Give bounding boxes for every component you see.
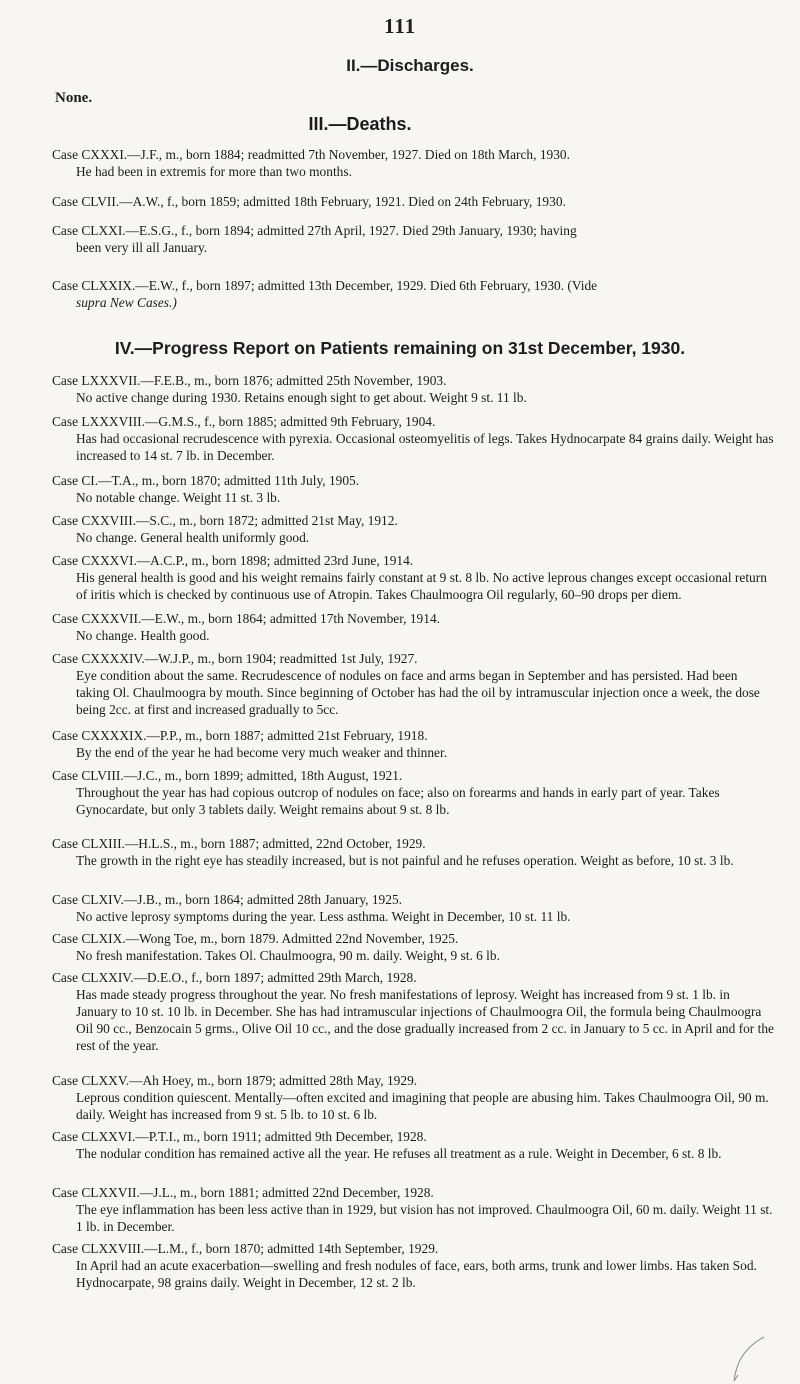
pencil-mark-decoration [730,1335,770,1383]
case-body: His general health is good and his weight remains fairly constant at 9 st. 8 lb. No active leprous changes except occasional return of iritis which is checked by continuous use of Atropin. Takes Chaulmoogra Oil regularly, 60–90 drops per diem. [76,570,767,602]
case-body: The nodular condition has remained active all the year. He refuses all treatment as a rule. Weight in December, 6 st. 8 lb. [76,1146,722,1161]
case-header: Case CLXXIV.—D.E.O., f., born 1897; admitted 29th March, 1928. [52,970,417,985]
case-header: Case LXXXVII.—F.E.B., m., born 1876; admitted 25th November, 1903. [52,373,447,388]
case-header: Case CLXIX.—Wong Toe, m., born 1879. Admitted 22nd November, 1925. [52,931,459,946]
progress-entry [52,1072,774,1123]
case-body: No active change during 1930. Retains enough sight to get about. Weight 9 st. 11 lb. [76,390,527,405]
case-body: Has made steady progress throughout the year. No fresh manifestations of leprosy. Weight has increased from 9 st. 1 lb. in January to 10 st. 10 lb. in December. She has had intramuscular injections of Chaulmoogra Oil, the formula being Chaulmoogra Oil 90 cc., Benzocain 5 grms., Olive Oil 10 cc., and the dose gradually increased from 2 cc. in January to 5 cc. in April and for the rest of the year. [76,987,774,1053]
case-header: Case CI.—T.A., m., born 1870; admitted 11th July, 1905. [52,473,360,488]
case-header: Case CLXXVIII.—L.M., f., born 1870; admitted 14th September, 1929. [52,1241,439,1256]
case-body: Eye condition about the same. Recrudescence of nodules on face and arms began in September and has persisted. Had been taking Ol. Chaulmoogra by mouth. Since beginning of October has had the oil by intramuscular injection once a week, the dose being 2cc. at first and increased gradually to 5cc. [76,668,760,717]
case-header: Case CLXXVII.—J.L., m., born 1881; admitted 22nd December, 1928. [52,1185,434,1200]
progress-entry [52,767,774,818]
case-body: Leprous condition quiescent. Mentally—often excited and imagining that people are abusing him. Takes Chaulmoogra Oil, 90 m. daily. Weight has increased from 9 st. 5 lb. to 10 st. 6 lb. [76,1090,769,1122]
progress-entry [52,891,774,925]
progress-entry [52,512,774,546]
progress-entry [52,552,774,603]
case-header: Case CXXXVI.—A.C.P., m., born 1898; admitted 23rd June, 1914. [52,553,414,568]
case-body: The eye inflammation has been less active than in 1929, but vision has not improved. Chaulmoogra Oil, 60 m. daily. Weight 11 st. 1 lb. in December. [76,1202,773,1234]
case-body: Has had occasional recrudescence with pyrexia. Occasional osteomyelitis of legs. Takes Hydnocarpate 84 grains daily. Weight has increased to 14 st. 7 lb. in December. [76,431,774,463]
progress-entry [52,1184,774,1235]
case-header: Case CLXXI.—E.S.G., f., born 1894; admitted 27th April, 1927. Died 29th January, 1930; having [52,223,577,238]
case-header: Case CLVII.—A.W., f., born 1859; admitted 18th February, 1921. Died on 24th February, 1930. [52,194,566,209]
case-header: Case CXXXVII.—E.W., m., born 1864; admitted 17th November, 1914. [52,611,440,626]
case-body: The growth in the right eye has steadily increased, but is not painful and he refuses operation. Weight as before, 10 st. 3 lb. [76,853,734,868]
progress-entry [52,472,774,506]
case-header: Case CLXXVI.—P.T.I., m., born 1911; admitted 9th December, 1928. [52,1129,427,1144]
case-body: No change. Health good. [76,628,210,643]
discharges-none-text: None. [55,90,93,106]
case-header: Case CXXXXIV.—W.J.P., m., born 1904; readmitted 1st July, 1927. [52,651,418,666]
case-body: Throughout the year has had copious outcrop of nodules on face; also on forearms and hands in early part of year. Takes Gynocardate, but only 3 tablets daily. Weight remains about 9 st. 8 lb. [76,785,720,817]
progress-entry [52,610,774,644]
case-body: No fresh manifestation. Takes Ol. Chaulmoogra, 90 m. daily. Weight, 9 st. 6 lb. [76,948,500,963]
case-header: Case CLXXV.—Ah Hoey, m., born 1879; admitted 28th May, 1929. [52,1073,418,1088]
death-entry [52,277,774,311]
death-entry [52,222,774,256]
page-number: 111 [384,14,417,38]
progress-entry [52,1240,774,1291]
case-header: Case CLXIV.—J.B., m., born 1864; admitted 28th January, 1925. [52,892,402,907]
death-entry [52,146,774,180]
progress-entry [52,930,774,964]
progress-entry [52,727,774,761]
case-header: Case CLVIII.—J.C., m., born 1899; admitted, 18th August, 1921. [52,768,403,783]
progress-entry [52,969,774,1054]
case-body: By the end of the year he had become very much weaker and thinner. [76,745,448,760]
progress-heading: IV.—Progress Report on Patients remaining on 31st December, 1930. [114,338,686,358]
case-header: Case CXXVIII.—S.C., m., born 1872; admitted 21st May, 1912. [52,513,398,528]
death-entry [52,193,774,210]
discharges-heading: II.—Discharges. [346,56,474,75]
progress-entry [52,835,774,869]
case-header: Case CLXIII.—H.L.S., m., born 1887; admitted, 22nd October, 1929. [52,836,426,851]
case-body: He had been in extremis for more than two months. [76,164,352,179]
case-header: Case CLXXIX.—E.W., f., born 1897; admitted 13th December, 1929. Died 6th February, 1930. (Vide [52,278,598,293]
case-header: Case LXXXVIII.—G.M.S., f., born 1885; admitted 9th February, 1904. [52,414,436,429]
deaths-heading: III.—Deaths. [308,114,412,134]
progress-entry [52,372,774,406]
case-header: Case CXXXXIX.—P.P., m., born 1887; admitted 21st February, 1918. [52,728,428,743]
case-body: supra New Cases.) [76,295,177,310]
case-header: Case CXXXI.—J.F., m., born 1884; readmitted 7th November, 1927. Died on 18th March, 1930. [52,147,570,162]
case-body: No notable change. Weight 11 st. 3 lb. [76,490,281,505]
case-body: been very ill all January. [76,240,208,255]
case-body: In April had an acute exacerbation—swelling and fresh nodules of face, ears, both arms, trunk and lower limbs. Has taken Sod. Hydnocarpate, 98 grains daily. Weight in December, 12 st. 2 lb. [76,1258,757,1290]
case-body: No change. General health uniformly good. [76,530,310,545]
progress-entry [52,650,774,718]
progress-entry [52,1128,774,1162]
progress-entry [52,413,774,464]
case-body: No active leprosy symptoms during the year. Less asthma. Weight in December, 10 st. 11 lb. [76,909,571,924]
